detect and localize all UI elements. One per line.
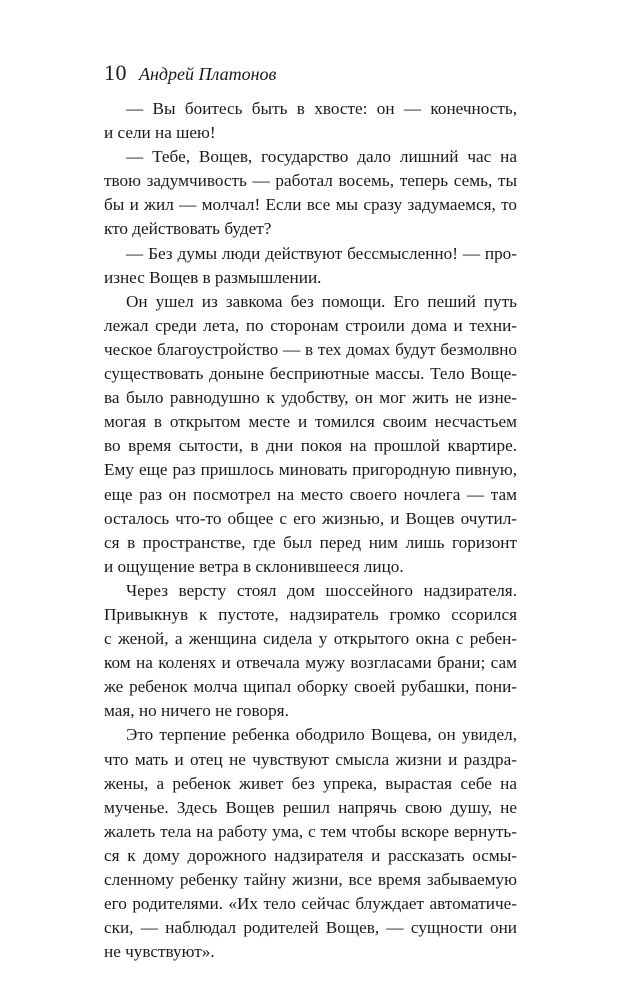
text-line: его родителями. «Их тело сейчас блуждает автоматиче- xyxy=(104,894,517,914)
page-number: 10 xyxy=(104,60,127,85)
text-line: и сели на шею! xyxy=(104,123,216,143)
text-line: — Тебе, Вощев, государство дало лишний час на xyxy=(126,147,517,167)
text-line: — Без думы люди действуют бессмысленно! — про- xyxy=(126,243,517,263)
running-author: Андрей Платонов xyxy=(139,64,277,84)
text-line: ком на коленях и отвечала мужу возгласами брани; сам xyxy=(104,653,517,673)
text-line: жалеть тела на работу ума, с тем чтобы вскоре вернуть- xyxy=(104,821,517,841)
text-line: Ему еще раз пришлось миновать пригородную пивную, xyxy=(104,460,517,480)
text-line: во время сытости, в дни покоя на прошлой квартире. xyxy=(104,436,517,456)
text-line: ва было равнодушно к удобству, он мог жить не изне- xyxy=(104,388,517,408)
text-line: осталось что-то общее с его жизнью, и Вощев очутил- xyxy=(104,508,517,528)
text-line: бы и жил — молчал! Если все мы сразу задумаемся, то xyxy=(104,195,517,215)
text-line: Он ушел из завкома без помощи. Его пеший путь xyxy=(126,291,517,311)
text-line: кто действовать будет? xyxy=(104,219,272,239)
paragraph xyxy=(104,97,517,145)
text-line: могая в открытом месте и томился своим несчастьем xyxy=(104,412,517,432)
text-line: мученье. Здесь Вощев решил напрячь свою душу, не xyxy=(104,797,517,817)
text-line: Привыкнув к пустоте, надзиратель громко ссорился xyxy=(104,604,517,624)
paragraph xyxy=(104,290,517,579)
running-header xyxy=(104,60,276,86)
text-line: мая, но ничего не говоря. xyxy=(104,701,289,721)
text-line: и ощущение ветра в склонившееся лицо. xyxy=(104,556,404,576)
text-line: сленному ребенку тайну жизни, все время забываемую xyxy=(104,870,517,889)
text-line: ческое благоустройство — в тех домах будут безмолвно xyxy=(104,339,517,359)
text-line: же ребенок молча щипал оборку своей рубашки, пони- xyxy=(104,677,517,697)
text-line: изнес Вощев в размышлении. xyxy=(104,267,322,287)
text-line: что мать и отец не чувствуют смысла жизни и раздра- xyxy=(104,749,517,769)
text-line: жены, а ребенок живет без упрека, вырастая себе на xyxy=(104,773,517,793)
paragraph xyxy=(104,723,517,964)
paragraph xyxy=(104,242,517,290)
paragraph xyxy=(104,579,517,724)
text-line: существовать доныне бесприютные массы. Тело Воще- xyxy=(104,364,517,384)
text-line: ски, — наблюдал родителей Вощев, — сущности они xyxy=(104,918,517,938)
text-line: лежал среди лета, по сторонам строили дома и техни- xyxy=(104,315,517,335)
text-line: с женой, а женщина сидела у открытого окна с ребен- xyxy=(104,629,517,649)
text-line: — Вы боитесь быть в хвосте: он — конечность, xyxy=(126,99,517,118)
text-line: твою задумчивость — работал восемь, теперь семь, ты xyxy=(104,171,517,191)
text-line: Через версту стоял дом шоссейного надзирателя. xyxy=(126,580,517,600)
body-text xyxy=(104,97,517,964)
text-line: ся к дому дорожного надзирателя и рассказать осмы- xyxy=(104,845,517,865)
text-line: не чувствуют». xyxy=(104,942,215,962)
paragraph xyxy=(104,145,517,241)
text-line: еще раз он посмотрел на место своего ночлега — там xyxy=(104,484,517,504)
text-line: Это терпение ребенка ободрило Вощева, он увидел, xyxy=(126,725,517,745)
text-line: ся в пространстве, где был перед ним лишь горизонт xyxy=(104,532,517,552)
